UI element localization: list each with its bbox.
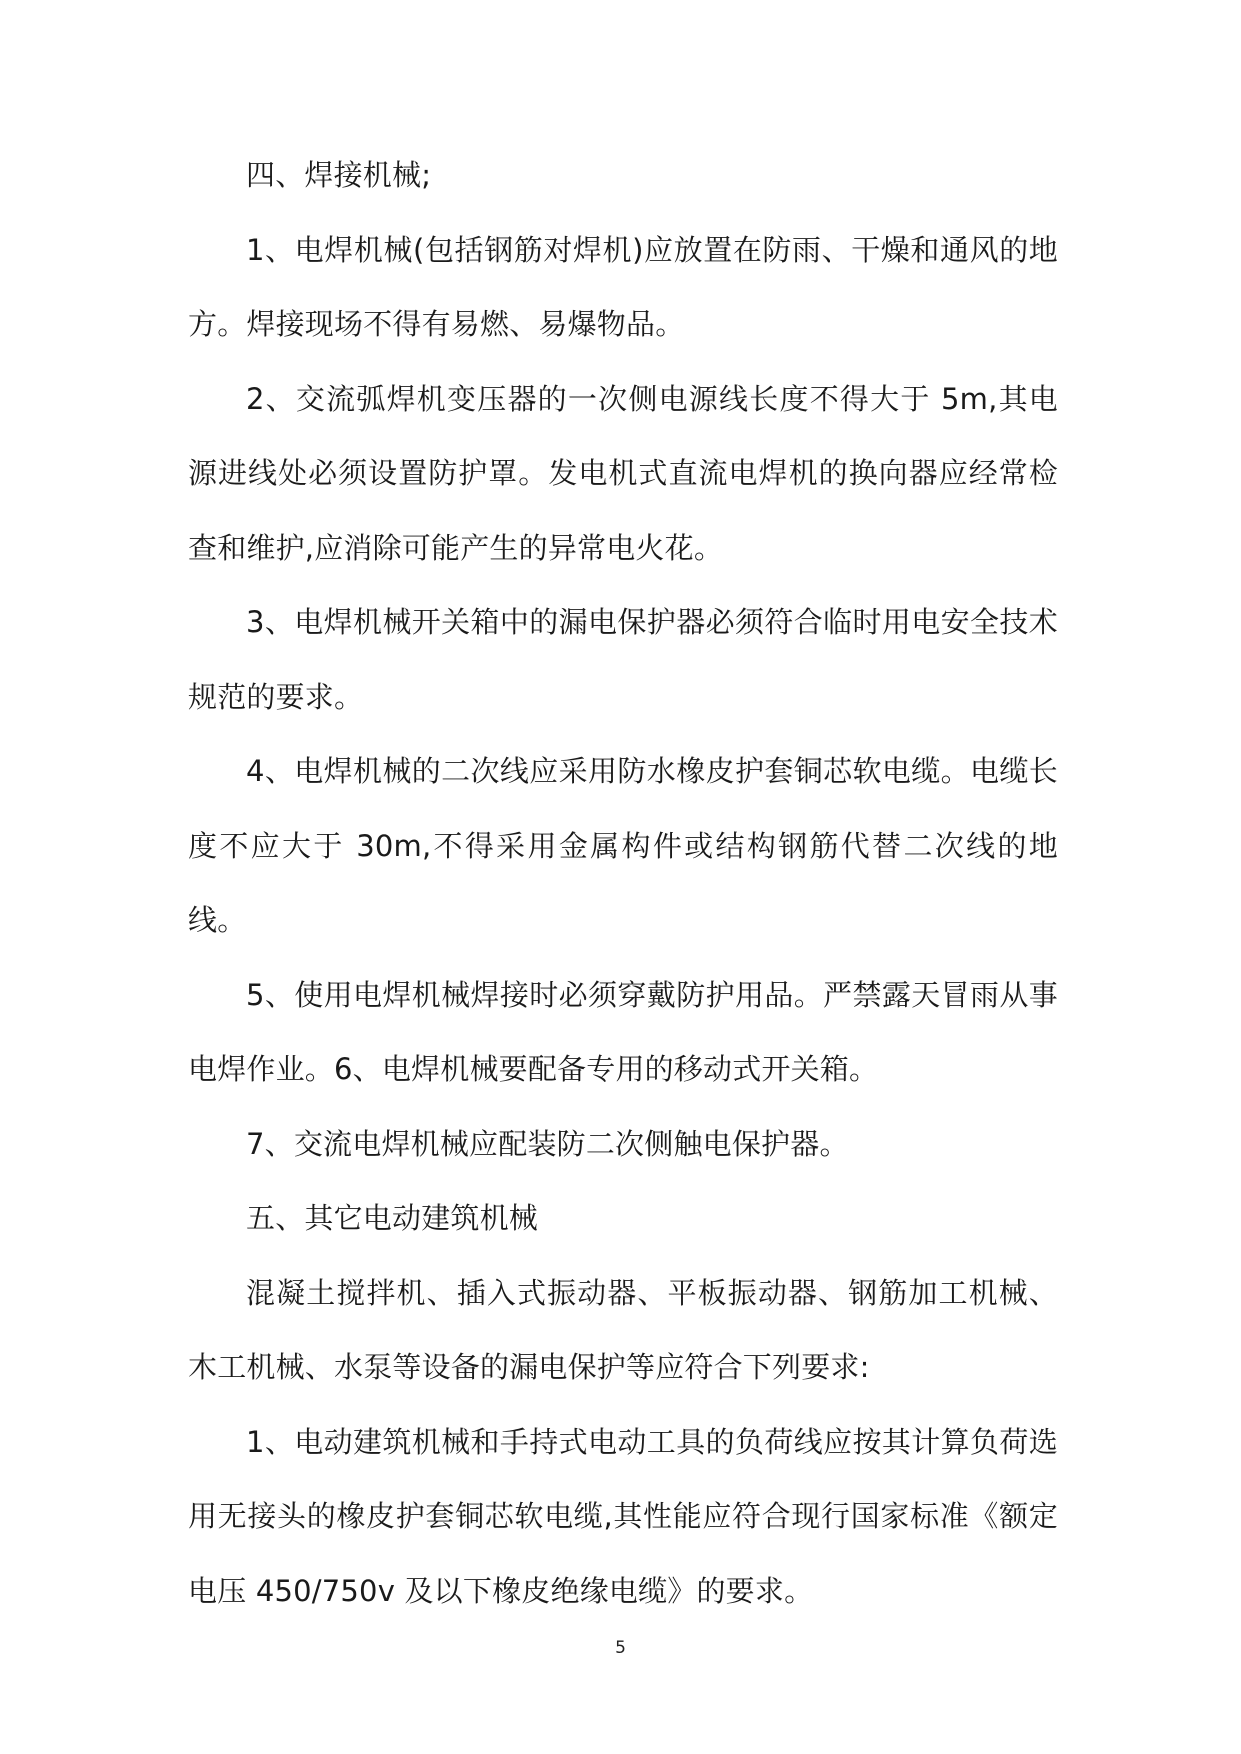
paragraph-item-5-6: 5、使用电焊机械焊接时必须穿戴防护用品。严禁露天冒雨从事电焊作业。6、电焊机械要配备专用的移动式开关箱。 <box>188 977 1058 1086</box>
paragraph-intro: 混凝土搅拌机、插入式振动器、平板振动器、钢筋加工机械、木工机械、水泵等设备的漏电保护等应符合下列要求: <box>188 1275 1058 1384</box>
paragraph-item-4: 4、电焊机械的二次线应采用防水橡皮护套铜芯软电缆。电缆长度不应大于 30m,不得采用金属构件或结构钢筋代替二次线的地线。 <box>188 754 1058 937</box>
paragraph-item-3: 3、电焊机械开关箱中的漏电保护器必须符合临时用电安全技术规范的要求。 <box>188 605 1058 714</box>
paragraph-item-1-cables: 1、电动建筑机械和手持式电动工具的负荷线应按其计算负荷选用无接头的橡皮护套铜芯软电缆,其性能应符合现行国家标准《额定电压 450/750v 及以下橡皮绝缘电缆》的要求。 <box>188 1424 1058 1608</box>
section-heading-welding: 四、焊接机械; <box>246 158 432 192</box>
paragraph-item-1: 1、电焊机械(包括钢筋对焊机)应放置在防雨、干燥和通风的地方。焊接现场不得有易燃、易爆物品。 <box>188 232 1058 341</box>
paragraph-item-2: 2、交流弧焊机变压器的一次侧电源线长度不得大于 5m,其电源进线处必须设置防护罩。发电机式直流电焊机的换向器应经常检查和维护,应消除可能产生的异常电火花。 <box>188 381 1058 565</box>
paragraph-item-7: 7、交流电焊机械应配装防二次侧触电保护器。 <box>246 1126 849 1161</box>
page-number: 5 <box>615 1638 626 1658</box>
document-body <box>188 138 1058 1628</box>
section-heading-other-machinery: 五、其它电动建筑机械 <box>246 1201 539 1235</box>
